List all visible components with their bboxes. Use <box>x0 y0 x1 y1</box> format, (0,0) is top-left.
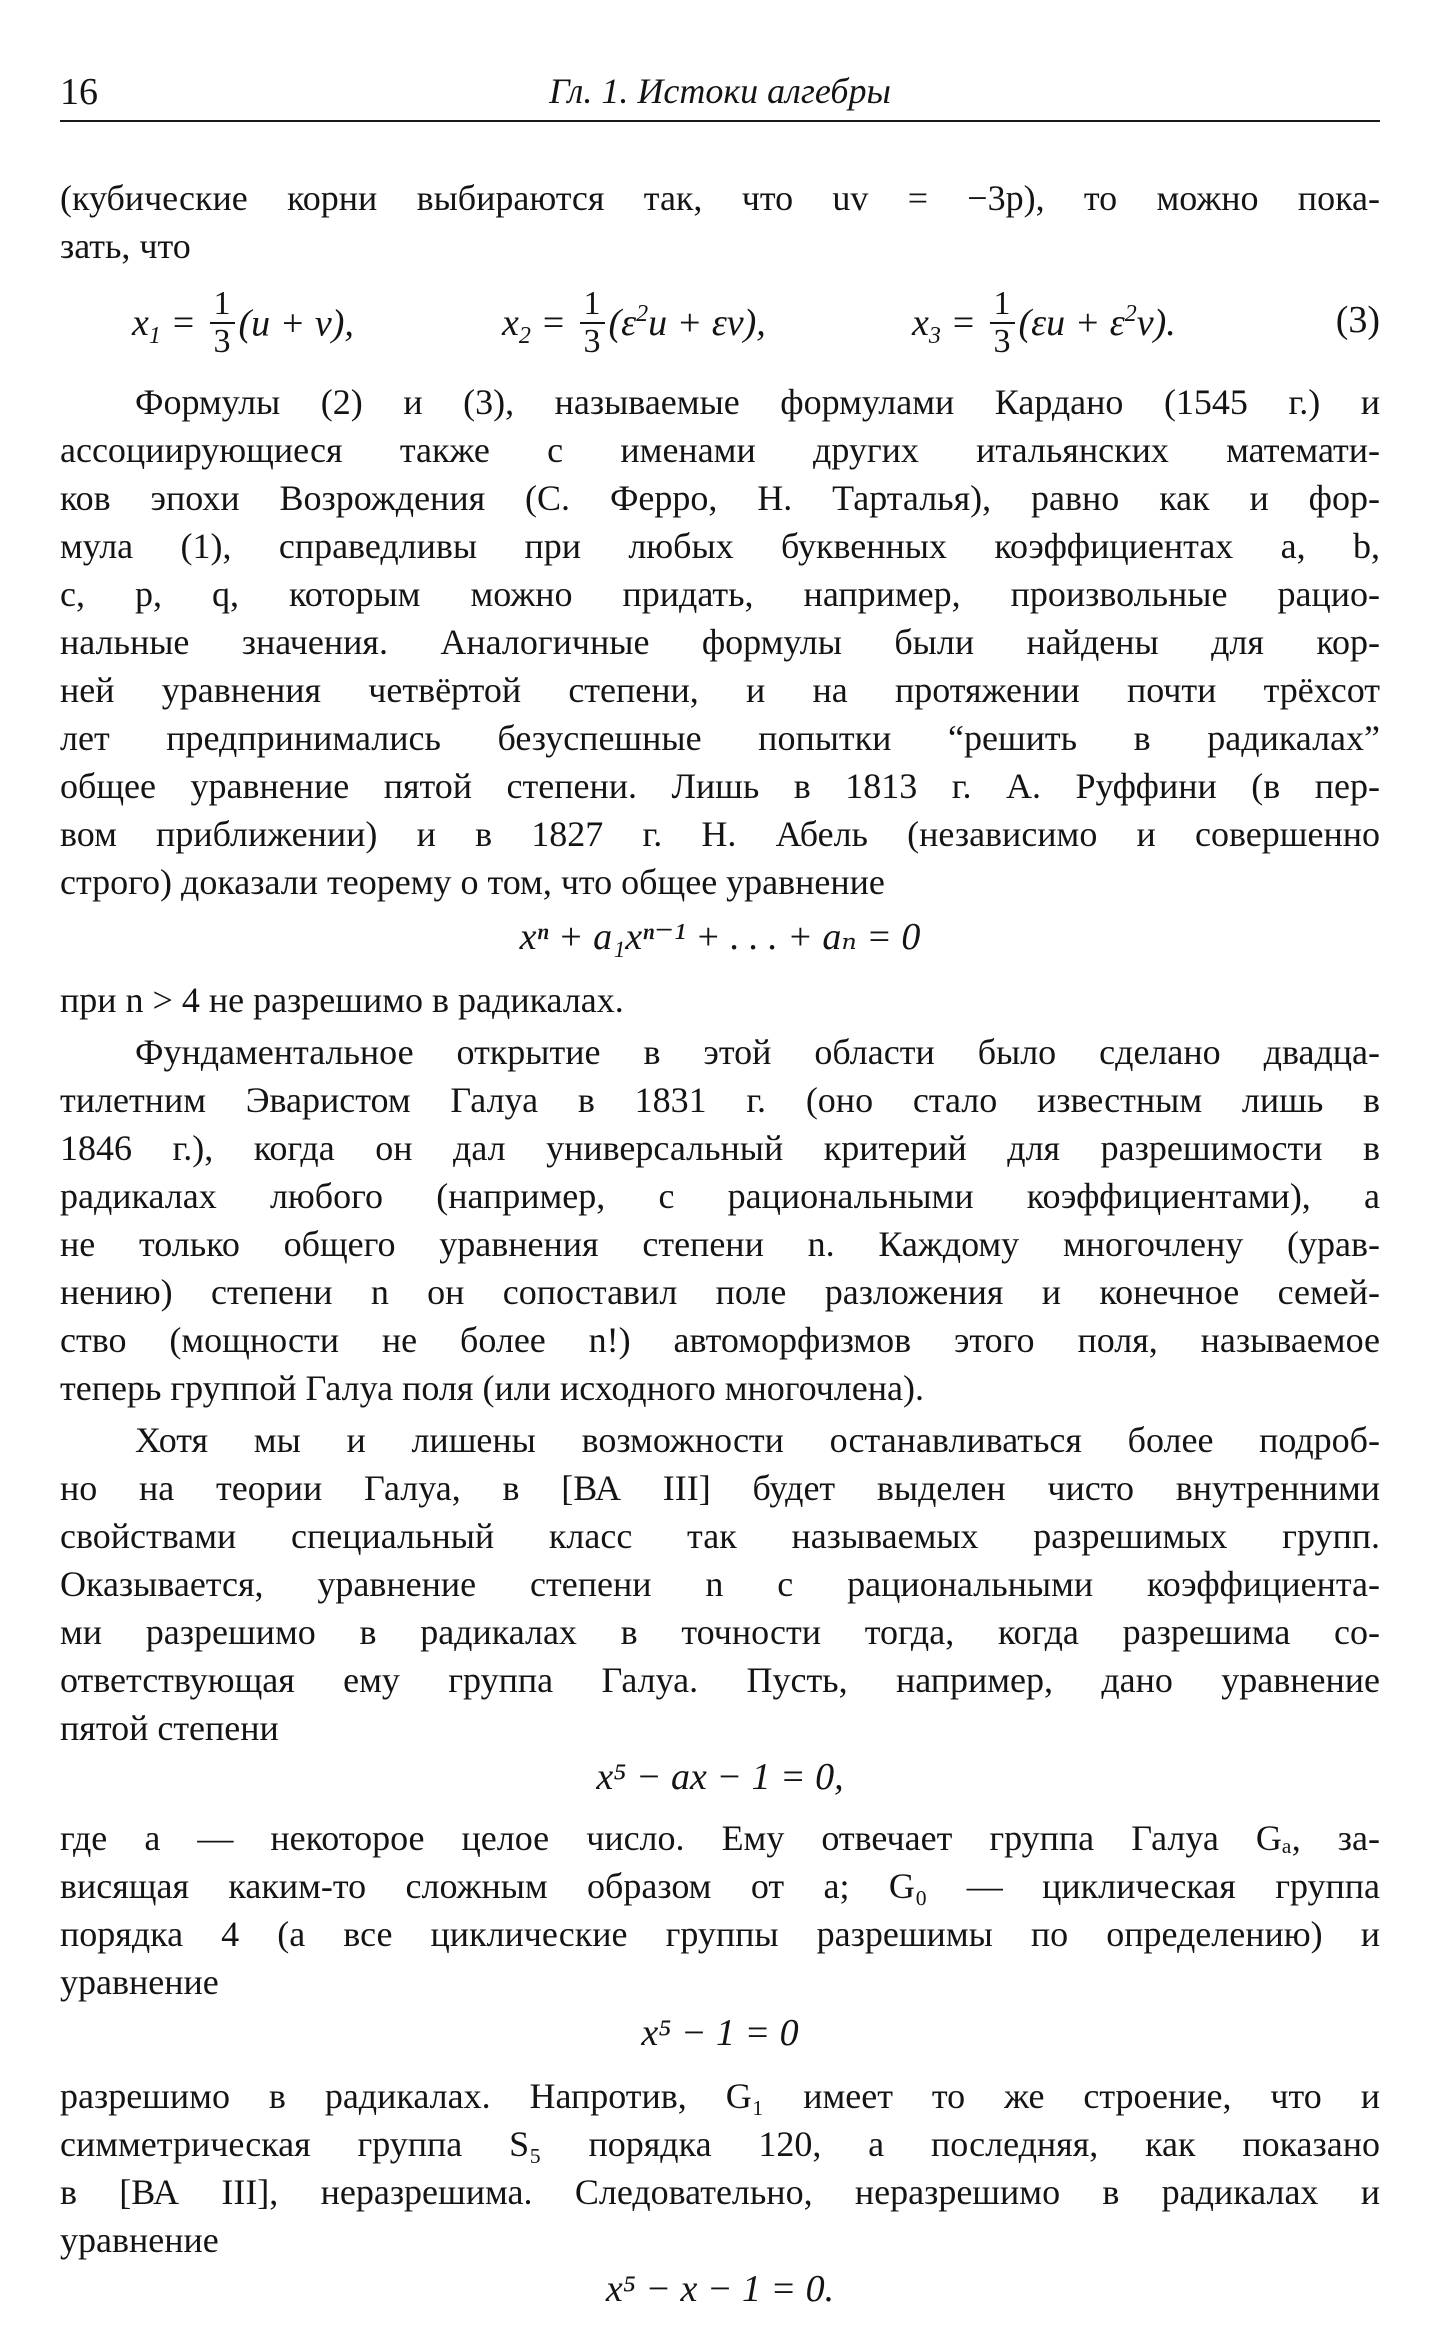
text-line: (кубические корни выбираются так, что uv = −3p), то можно пока- <box>60 178 1380 218</box>
text-line: нению) степени n он сопоставил поле разложения и конечное семей- <box>60 1272 1380 1312</box>
text-line: свойствами специальный класс так называемых разрешимых групп. <box>60 1516 1380 1556</box>
text-line: ответствующая ему группа Галуа. Пусть, например, дано уравнение <box>60 1660 1380 1700</box>
running-header <box>60 68 1380 122</box>
text-line: симметрическая группа S₅ порядка 120, а последняя, как показано <box>60 2124 1380 2164</box>
text-line: где a — некоторое целое число. Ему отвечает группа Галуа Gₐ, за- <box>60 1818 1380 1858</box>
text-line: пятой степени <box>60 1708 279 1748</box>
text-line: ков эпохи Возрождения (С. Ферро, Н. Тарталья), равно как и фор- <box>60 478 1380 518</box>
text-line: тилетним Эваристом Галуа в 1831 г. (оно стало известным лишь в <box>60 1080 1380 1120</box>
text-line: не только общего уравнения степени n. Каждому многочлену (урав- <box>60 1224 1380 1264</box>
formula-x3: $x_3$ = $\frac{1}{3}$ $(\varepsilon u + \varepsilon^2v)$. <box>912 285 1176 361</box>
text-line: порядка 4 (а все циклические группы разрешимы по определению) и <box>60 1914 1380 1954</box>
formula-quintic-b: x⁵ − 1 = 0 <box>641 2012 799 2054</box>
text-line: строго) доказали теорему о том, что общее уравнение <box>60 862 885 902</box>
text-line: Оказывается, уравнение степени n с рациональными коэффициента- <box>60 1564 1380 1604</box>
formula-quintic-c: x⁵ − x − 1 = 0. <box>605 2268 835 2310</box>
text-line: разрешимо в радикалах. Напротив, G₁ имеет то же строение, что и <box>60 2076 1380 2116</box>
formula-x1-text <box>0 0 1 1</box>
text-line: мула (1), справедливы при любых буквенных коэффициентах a, b, <box>60 526 1380 566</box>
text-line: уравнение <box>60 1962 219 2002</box>
text-line: ство (мощности не более n!) автоморфизмов этого поля, называемое <box>60 1320 1380 1360</box>
text-line: при n > 4 не разрешимо в радикалах. <box>60 980 624 1020</box>
text-line: Фундаментальное открытие в этой области было сделано двадца- <box>135 1032 1380 1072</box>
chapter-title: Гл. 1. Истоки алгебры <box>549 71 891 111</box>
formula-x1: $x_1$ = $\frac{1}{3}$ (u + v), <box>132 285 354 361</box>
formula-3 <box>60 272 1380 368</box>
text-line: лет предпринимались безуспешные попытки “решить в радикалах” <box>60 718 1380 758</box>
text-line: ней уравнения четвёртой степени, и на протяжении почти трёхсот <box>60 670 1380 710</box>
formula-general-equation: xⁿ + a₁xⁿ⁻¹ + . . . + aₙ = 0 <box>519 916 921 958</box>
formula-3-text <box>0 0 1 1</box>
text-line: вом приближении) и в 1827 г. Н. Абель (независимо и совершенно <box>60 814 1380 854</box>
text-line: но на теории Галуа, в [ВА III] будет выделен чисто внутренними <box>60 1468 1380 1508</box>
formula-x2: $x_2$ = $\frac{1}{3}$ $(\varepsilon^2u + \varepsilon v)$, <box>502 285 766 361</box>
text-line: теперь группой Галуа поля (или исходного многочлена). <box>60 1368 925 1408</box>
text-line: общее уравнение пятой степени. Лишь в 1813 г. А. Руффини (в пер- <box>60 766 1380 806</box>
text-line: нальные значения. Аналогичные формулы были найдены для кор- <box>60 622 1380 662</box>
text-line: радикалах любого (например, с рациональными коэффициентами), а <box>60 1176 1380 1216</box>
text-line: ассоциирующиеся также с именами других итальянских математи- <box>60 430 1380 470</box>
text-line: c, p, q, которым можно придать, например, произвольные рацио- <box>60 574 1380 614</box>
text-line: 1846 г.), когда он дал универсальный критерий для разрешимости в <box>60 1128 1380 1168</box>
text-line: в [ВА III], неразрешима. Следовательно, неразрешимо в радикалах и <box>60 2172 1380 2212</box>
text-line: ми разрешимо в радикалах в точности тогда, когда разрешима со- <box>60 1612 1380 1652</box>
page-number: 16 <box>60 71 98 113</box>
formula-quintic-a: x⁵ − ax − 1 = 0, <box>596 1756 844 1798</box>
equation-number: (3) <box>1335 299 1380 341</box>
text-line: Хотя мы и лишены возможности останавливаться более подроб- <box>135 1420 1380 1460</box>
text-line: уравнение <box>60 2220 219 2260</box>
text-line: Формулы (2) и (3), называемые формулами Кардано (1545 г.) и <box>135 382 1380 422</box>
text-line: зать, что <box>60 226 191 266</box>
text-line: висящая каким-то сложным образом от a; G₀ — циклическая группа <box>60 1866 1380 1906</box>
